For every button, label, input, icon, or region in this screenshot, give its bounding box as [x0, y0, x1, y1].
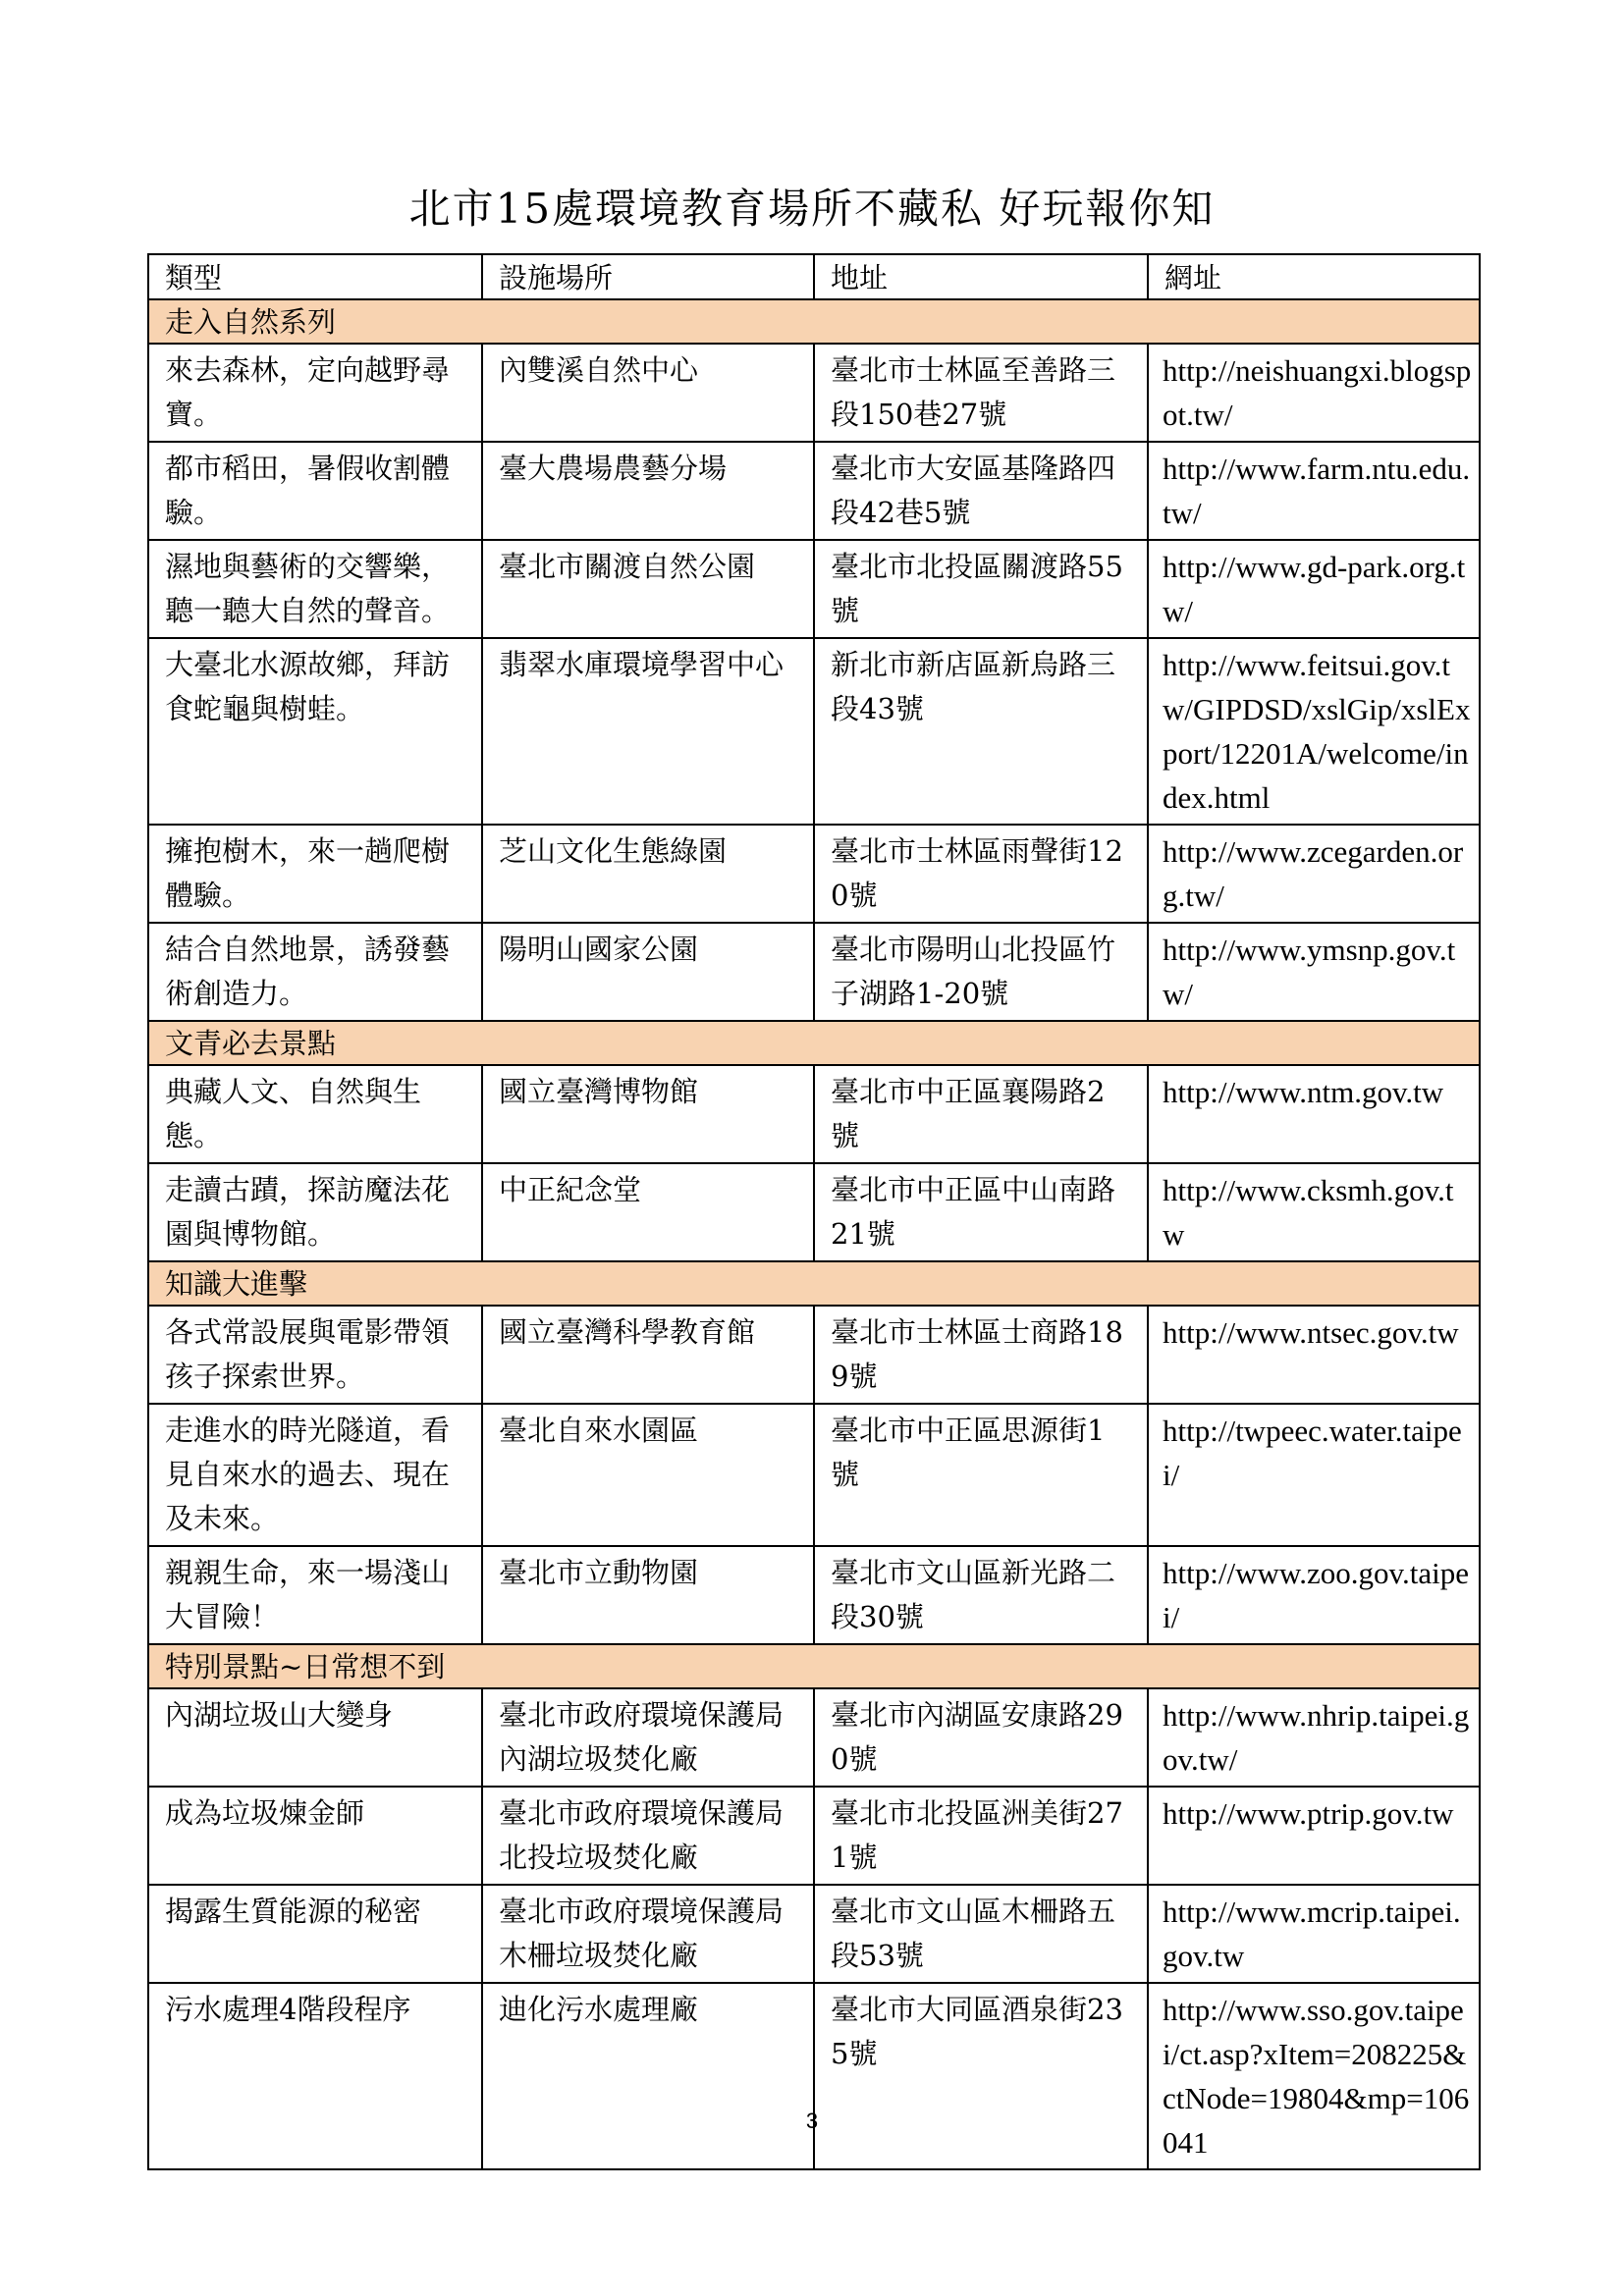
cell-url[interactable]: http://www.ntm.gov.tw — [1148, 1065, 1480, 1163]
cell-url[interactable]: http://www.ymsnp.gov.tw/ — [1148, 923, 1480, 1021]
cell-url[interactable]: http://www.ntsec.gov.tw — [1148, 1306, 1480, 1404]
cell-venue: 臺北自來水園區 — [482, 1404, 814, 1546]
section-title: 文青必去景點 — [148, 1021, 1480, 1065]
table-row — [148, 1163, 1480, 1261]
cell-type: 親親生命，來一場淺山大冒險！ — [148, 1546, 482, 1644]
cell-venue: 臺北市政府環境保護局內湖垃圾焚化廠 — [482, 1688, 814, 1787]
cell-venue: 芝山文化生態綠園 — [482, 825, 814, 923]
cell-address: 臺北市內湖區安康路290號 — [814, 1688, 1148, 1787]
cell-url[interactable]: http://neishuangxi.blogspot.tw/ — [1148, 344, 1480, 442]
section-row — [148, 1644, 1480, 1688]
cell-type: 走進水的時光隧道，看見自來水的過去、現在及未來。 — [148, 1404, 482, 1546]
cell-url[interactable]: http://www.mcrip.taipei.gov.tw — [1148, 1885, 1480, 1983]
cell-address: 臺北市中正區思源街1號 — [814, 1404, 1148, 1546]
header-address: 地址 — [814, 254, 1148, 299]
cell-type: 污水處理4階段程序 — [148, 1983, 482, 2169]
header-url: 網址 — [1148, 254, 1480, 299]
page-title: 北市15處環境教育場所不藏私 好玩報你知 — [408, 185, 1216, 233]
cell-url[interactable]: http://www.nhrip.taipei.gov.tw/ — [1148, 1688, 1480, 1787]
cell-venue: 臺北市關渡自然公園 — [482, 540, 814, 638]
table-row — [148, 1983, 1480, 2169]
cell-venue: 陽明山國家公園 — [482, 923, 814, 1021]
table-row — [148, 1404, 1480, 1546]
table-row — [148, 1546, 1480, 1644]
cell-venue: 臺北市政府環境保護局木柵垃圾焚化廠 — [482, 1885, 814, 1983]
cell-type: 來去森林，定向越野尋寶。 — [148, 344, 482, 442]
table-row — [148, 1885, 1480, 1983]
cell-venue: 臺大農場農藝分場 — [482, 442, 814, 540]
page-number: 3 — [805, 2109, 819, 2133]
header-type: 類型 — [148, 254, 482, 299]
cell-address: 臺北市大安區基隆路四段42巷5號 — [814, 442, 1148, 540]
cell-venue: 臺北市立動物園 — [482, 1546, 814, 1644]
cell-venue: 國立臺灣科學教育館 — [482, 1306, 814, 1404]
cell-address: 臺北市文山區新光路二段30號 — [814, 1546, 1148, 1644]
cell-venue: 臺北市政府環境保護局北投垃圾焚化廠 — [482, 1787, 814, 1885]
table-row — [148, 442, 1480, 540]
cell-url[interactable]: http://www.gd-park.org.tw/ — [1148, 540, 1480, 638]
cell-address: 臺北市士林區士商路189號 — [814, 1306, 1148, 1404]
cell-venue: 國立臺灣博物館 — [482, 1065, 814, 1163]
section-row — [148, 1021, 1480, 1065]
cell-type: 典藏人文、自然與生態。 — [148, 1065, 482, 1163]
table-row — [148, 1306, 1480, 1404]
cell-type: 都市稻田，暑假收割體驗。 — [148, 442, 482, 540]
section-title: 特別景點~日常想不到 — [148, 1644, 1480, 1688]
table-row — [148, 638, 1480, 825]
cell-url[interactable]: http://www.zcegarden.org.tw/ — [1148, 825, 1480, 923]
cell-address: 臺北市士林區雨聲街120號 — [814, 825, 1148, 923]
cell-type: 擁抱樹木，來一趟爬樹體驗。 — [148, 825, 482, 923]
cell-venue: 翡翠水庫環境學習中心 — [482, 638, 814, 825]
cell-address: 臺北市北投區關渡路55號 — [814, 540, 1148, 638]
cell-type: 內湖垃圾山大變身 — [148, 1688, 482, 1787]
cell-address: 臺北市北投區洲美街271號 — [814, 1787, 1148, 1885]
table-row — [148, 1787, 1480, 1885]
section-row — [148, 1261, 1480, 1306]
table-row — [148, 540, 1480, 638]
section-row — [148, 299, 1480, 344]
cell-url[interactable]: http://www.farm.ntu.edu.tw/ — [1148, 442, 1480, 540]
table-row — [148, 1065, 1480, 1163]
cell-type: 各式常設展與電影帶領孩子探索世界。 — [148, 1306, 482, 1404]
section-title: 走入自然系列 — [148, 299, 1480, 344]
cell-type: 結合自然地景，誘發藝術創造力。 — [148, 923, 482, 1021]
cell-type: 濕地與藝術的交響樂，聽一聽大自然的聲音。 — [148, 540, 482, 638]
cell-venue: 內雙溪自然中心 — [482, 344, 814, 442]
cell-url[interactable]: http://www.ptrip.gov.tw — [1148, 1787, 1480, 1885]
cell-address: 臺北市中正區中山南路21號 — [814, 1163, 1148, 1261]
cell-address: 臺北市士林區至善路三段150巷27號 — [814, 344, 1148, 442]
cell-type: 大臺北水源故鄉，拜訪食蛇龜與樹蛙。 — [148, 638, 482, 825]
cell-url[interactable]: http://twpeec.water.taipei/ — [1148, 1404, 1480, 1546]
cell-url[interactable]: http://www.zoo.gov.taipei/ — [1148, 1546, 1480, 1644]
venues-table — [147, 253, 1481, 2170]
cell-address: 臺北市陽明山北投區竹子湖路1-20號 — [814, 923, 1148, 1021]
cell-address: 新北市新店區新烏路三段43號 — [814, 638, 1148, 825]
table-row — [148, 923, 1480, 1021]
cell-venue: 中正紀念堂 — [482, 1163, 814, 1261]
table-row — [148, 344, 1480, 442]
table-row — [148, 825, 1480, 923]
cell-type: 揭露生質能源的秘密 — [148, 1885, 482, 1983]
cell-address: 臺北市文山區木柵路五段53號 — [814, 1885, 1148, 1983]
cell-type: 走讀古蹟，探訪魔法花園與博物館。 — [148, 1163, 482, 1261]
table-row — [148, 1688, 1480, 1787]
cell-type: 成為垃圾煉金師 — [148, 1787, 482, 1885]
cell-url[interactable]: http://www.feitsui.gov.tw/GIPDSD/xslGip/xslExport/12201A/welcome/index.html — [1148, 638, 1480, 825]
header-venue: 設施場所 — [482, 254, 814, 299]
cell-address: 臺北市中正區襄陽路2號 — [814, 1065, 1148, 1163]
section-title: 知識大進擊 — [148, 1261, 1480, 1306]
table-header-row — [148, 254, 1480, 299]
cell-address: 臺北市大同區酒泉街235號 — [814, 1983, 1148, 2169]
cell-url[interactable]: http://www.cksmh.gov.tw — [1148, 1163, 1480, 1261]
cell-url[interactable]: http://www.sso.gov.taipei/ct.asp?xItem=208225&ctNode=19804&mp=106041 — [1148, 1983, 1480, 2169]
cell-venue: 迪化污水處理廠 — [482, 1983, 814, 2169]
